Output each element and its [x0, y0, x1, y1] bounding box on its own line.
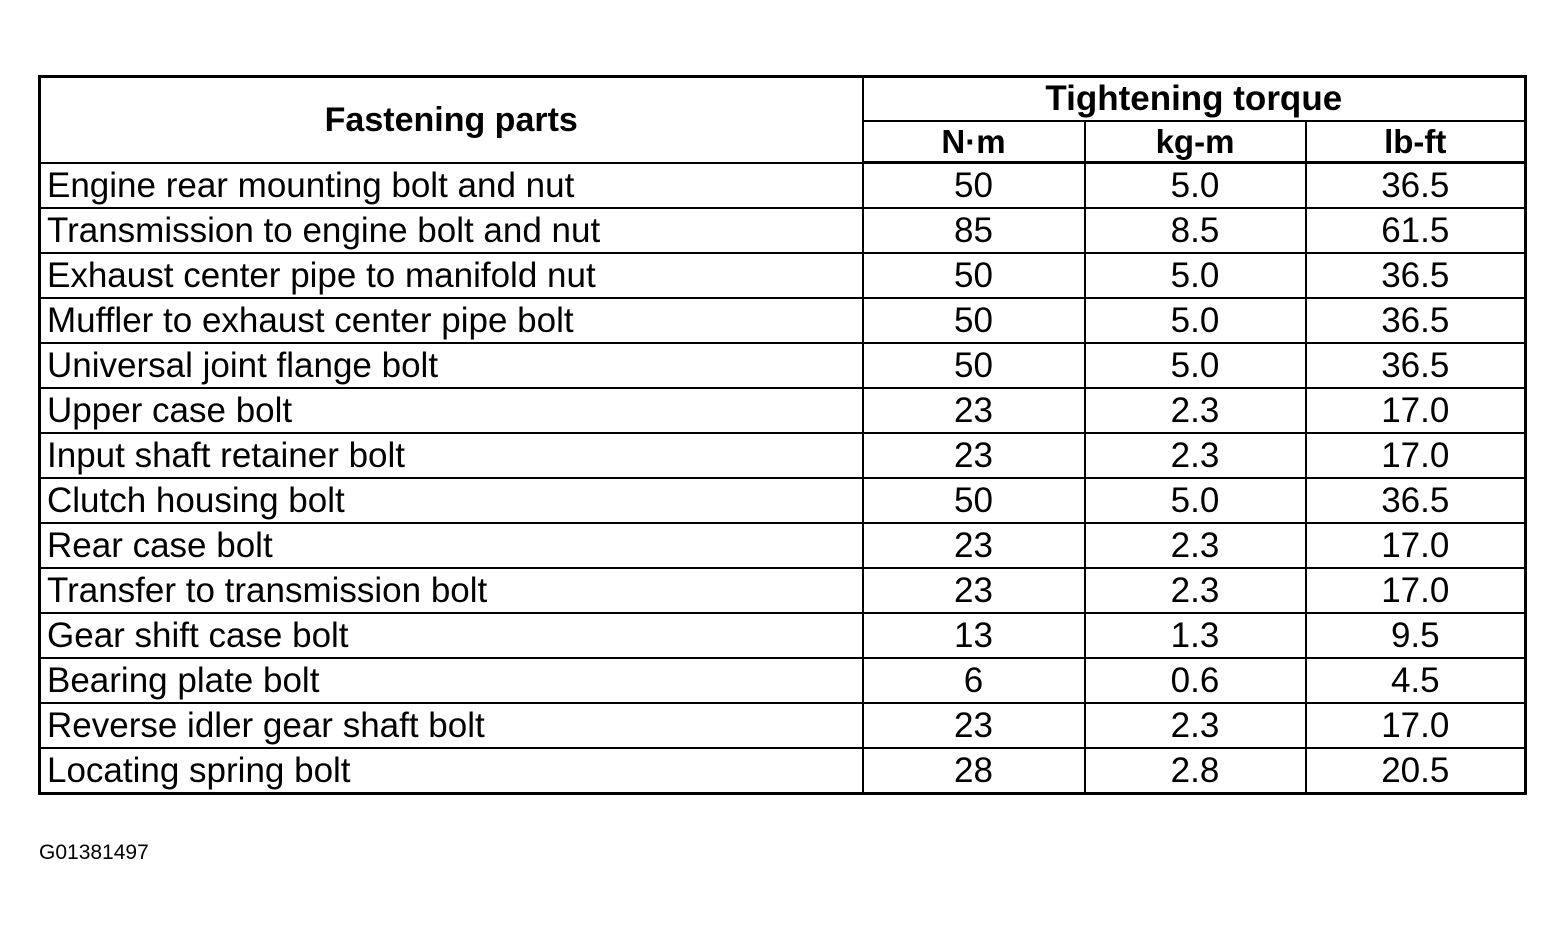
- table-row: [40, 298, 1526, 343]
- torque-kgm-cell: 5.0: [1085, 253, 1306, 298]
- table-row: [40, 208, 1526, 253]
- table-row: [40, 703, 1526, 748]
- fastening-parts-header: Fastening parts: [40, 77, 863, 163]
- torque-kgm-cell: 5.0: [1085, 343, 1306, 388]
- part-name-cell: Engine rear mounting bolt and nut: [40, 163, 863, 209]
- table-row: [40, 613, 1526, 658]
- part-name-cell: Upper case bolt: [40, 388, 863, 433]
- part-name-cell: Universal joint flange bolt: [40, 343, 863, 388]
- part-name-cell: Transfer to transmission bolt: [40, 568, 863, 613]
- torque-nm-cell: 23: [863, 523, 1085, 568]
- torque-lbft-cell: 9.5: [1306, 613, 1526, 658]
- torque-kgm-cell: 5.0: [1085, 163, 1306, 209]
- part-name-cell: Clutch housing bolt: [40, 478, 863, 523]
- torque-specification-table: [38, 75, 1527, 795]
- torque-nm-cell: 50: [863, 163, 1085, 209]
- unit-header-kgm: kg-m: [1085, 121, 1306, 163]
- unit-header-nm: N·m: [863, 121, 1085, 163]
- torque-lbft-cell: 36.5: [1306, 253, 1526, 298]
- torque-nm-cell: 23: [863, 433, 1085, 478]
- torque-kgm-cell: 2.3: [1085, 523, 1306, 568]
- torque-lbft-cell: 36.5: [1306, 163, 1526, 209]
- table-row: [40, 478, 1526, 523]
- torque-lbft-cell: 17.0: [1306, 568, 1526, 613]
- torque-kgm-cell: 5.0: [1085, 478, 1306, 523]
- part-name-cell: Exhaust center pipe to manifold nut: [40, 253, 863, 298]
- torque-lbft-cell: 17.0: [1306, 433, 1526, 478]
- table-row: [40, 568, 1526, 613]
- torque-nm-cell: 50: [863, 298, 1085, 343]
- torque-lbft-cell: 4.5: [1306, 658, 1526, 703]
- torque-lbft-cell: 36.5: [1306, 298, 1526, 343]
- torque-nm-cell: 50: [863, 253, 1085, 298]
- part-name-cell: Rear case bolt: [40, 523, 863, 568]
- table-row: [40, 658, 1526, 703]
- torque-kgm-cell: 2.3: [1085, 433, 1306, 478]
- tightening-torque-header: Tightening torque: [863, 77, 1526, 121]
- unit-header-lbft: lb-ft: [1306, 121, 1526, 163]
- table-row: [40, 163, 1526, 209]
- table-row: [40, 748, 1526, 794]
- torque-kgm-cell: 5.0: [1085, 298, 1306, 343]
- torque-nm-cell: 23: [863, 388, 1085, 433]
- torque-lbft-cell: 36.5: [1306, 478, 1526, 523]
- table-row: [40, 253, 1526, 298]
- table-row: [40, 343, 1526, 388]
- torque-kgm-cell: 2.3: [1085, 703, 1306, 748]
- torque-lbft-cell: 20.5: [1306, 748, 1526, 794]
- part-name-cell: Muffler to exhaust center pipe bolt: [40, 298, 863, 343]
- torque-kgm-cell: 2.8: [1085, 748, 1306, 794]
- torque-nm-cell: 13: [863, 613, 1085, 658]
- torque-kgm-cell: 1.3: [1085, 613, 1306, 658]
- torque-nm-cell: 28: [863, 748, 1085, 794]
- table-header: [40, 77, 1526, 163]
- torque-lbft-cell: 61.5: [1306, 208, 1526, 253]
- torque-nm-cell: 50: [863, 343, 1085, 388]
- torque-kgm-cell: 2.3: [1085, 568, 1306, 613]
- torque-nm-cell: 85: [863, 208, 1085, 253]
- part-name-cell: Locating spring bolt: [40, 748, 863, 794]
- figure-id: G01381497: [39, 841, 149, 864]
- part-name-cell: Transmission to engine bolt and nut: [40, 208, 863, 253]
- table-row: [40, 388, 1526, 433]
- torque-kgm-cell: 8.5: [1085, 208, 1306, 253]
- part-name-cell: Reverse idler gear shaft bolt: [40, 703, 863, 748]
- torque-lbft-cell: 17.0: [1306, 388, 1526, 433]
- torque-kgm-cell: 0.6: [1085, 658, 1306, 703]
- table-row: [40, 523, 1526, 568]
- part-name-cell: Gear shift case bolt: [40, 613, 863, 658]
- table-row: [40, 433, 1526, 478]
- torque-nm-cell: 50: [863, 478, 1085, 523]
- torque-kgm-cell: 2.3: [1085, 388, 1306, 433]
- torque-lbft-cell: 36.5: [1306, 343, 1526, 388]
- part-name-cell: Input shaft retainer bolt: [40, 433, 863, 478]
- torque-nm-cell: 6: [863, 658, 1085, 703]
- torque-nm-cell: 23: [863, 703, 1085, 748]
- table-body: [40, 163, 1526, 794]
- torque-lbft-cell: 17.0: [1306, 523, 1526, 568]
- header-row-top: [40, 77, 1526, 121]
- part-name-cell: Bearing plate bolt: [40, 658, 863, 703]
- torque-lbft-cell: 17.0: [1306, 703, 1526, 748]
- torque-nm-cell: 23: [863, 568, 1085, 613]
